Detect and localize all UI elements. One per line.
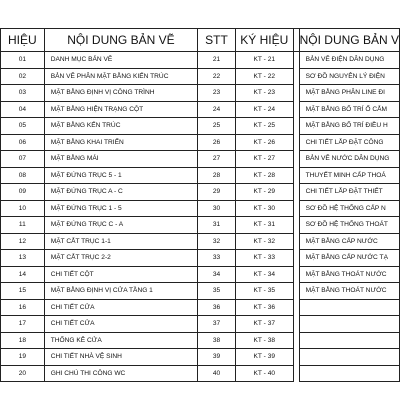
row-code: 02 bbox=[1, 68, 45, 85]
row-code: 15 bbox=[1, 283, 45, 300]
row-stt: 22 bbox=[198, 68, 236, 85]
row-code: 03 bbox=[1, 85, 45, 102]
row-description: MẶT CẮT TRỤC 2-2 bbox=[44, 250, 197, 267]
row-description-right: SƠ ĐỒ HỆ THỐNG THOÁT bbox=[299, 217, 399, 234]
row-stt: 38 bbox=[198, 332, 236, 349]
row-code: 08 bbox=[1, 167, 45, 184]
row-code-right: KT - 37 bbox=[235, 316, 293, 333]
row-description: GHI CHÚ THI CÔNG WC bbox=[44, 365, 197, 382]
row-code-right: KT - 33 bbox=[235, 250, 293, 267]
table-row bbox=[1, 134, 400, 151]
row-code-right: KT - 34 bbox=[235, 266, 293, 283]
row-code-right: KT - 30 bbox=[235, 200, 293, 217]
row-stt: 29 bbox=[198, 184, 236, 201]
row-description: CHI TIẾT CỬA bbox=[44, 316, 197, 333]
row-description-right: SƠ ĐỒ HỆ THỐNG CẤP N bbox=[299, 200, 399, 217]
row-code-right: KT - 28 bbox=[235, 167, 293, 184]
table-row bbox=[1, 118, 400, 135]
row-stt: 36 bbox=[198, 299, 236, 316]
row-code: 01 bbox=[1, 52, 45, 69]
row-description-right bbox=[299, 365, 399, 382]
row-code: 06 bbox=[1, 134, 45, 151]
row-code-right: KT - 21 bbox=[235, 52, 293, 69]
row-stt: 28 bbox=[198, 167, 236, 184]
row-description: MẶT ĐỨNG TRỤC 1 - 5 bbox=[44, 200, 197, 217]
row-code-right: KT - 23 bbox=[235, 85, 293, 102]
header-description: NỘI DUNG BẢN VẼ bbox=[44, 29, 197, 52]
row-description: BẢN VẼ PHÂN MẶT BẰNG KIẾN TRÚC bbox=[44, 68, 197, 85]
row-description: MẶT BẰNG MÁI bbox=[44, 151, 197, 168]
row-description: MẶT ĐỨNG TRỤC C - A bbox=[44, 217, 197, 234]
row-description-right: CHI TIẾT LẮP ĐẶT CÔNG bbox=[299, 134, 399, 151]
row-description-right: MẶT BẰNG CẤP NƯỚC bbox=[299, 233, 399, 250]
row-description-right: MẶT BẰNG THOÁT NƯỚC bbox=[299, 283, 399, 300]
row-code: 16 bbox=[1, 299, 45, 316]
row-description: MẶT ĐỨNG TRỤC 5 - 1 bbox=[44, 167, 197, 184]
row-code: 07 bbox=[1, 151, 45, 168]
row-description-right: SƠ ĐỒ NGUYÊN LÝ ĐIỆN bbox=[299, 68, 399, 85]
table-row bbox=[1, 332, 400, 349]
row-description: MẶT BẰNG ĐỊNH VỊ CỬA TẦNG 1 bbox=[44, 283, 197, 300]
row-code-right: KT - 39 bbox=[235, 349, 293, 366]
table-row bbox=[1, 167, 400, 184]
table-row bbox=[1, 101, 400, 118]
row-code-right: KT - 26 bbox=[235, 134, 293, 151]
row-code-right: KT - 35 bbox=[235, 283, 293, 300]
row-code-right: KT - 40 bbox=[235, 365, 293, 382]
row-description-right: THUYẾT MINH CẤP THOÁ bbox=[299, 167, 399, 184]
row-stt: 21 bbox=[198, 52, 236, 69]
row-description-right bbox=[299, 332, 399, 349]
row-code-right: KT - 38 bbox=[235, 332, 293, 349]
row-stt: 32 bbox=[198, 233, 236, 250]
row-code: 12 bbox=[1, 233, 45, 250]
row-code: 18 bbox=[1, 332, 45, 349]
table-row bbox=[1, 250, 400, 267]
table-row bbox=[1, 200, 400, 217]
row-code-right: KT - 29 bbox=[235, 184, 293, 201]
table-row bbox=[1, 52, 400, 69]
row-stt: 30 bbox=[198, 200, 236, 217]
row-description-right: MẶT BẰNG BỐ TRÍ ĐIỀU H bbox=[299, 118, 399, 135]
row-code: 04 bbox=[1, 101, 45, 118]
row-code: 13 bbox=[1, 250, 45, 267]
table-row bbox=[1, 151, 400, 168]
row-stt: 37 bbox=[198, 316, 236, 333]
row-description: CHI TIẾT CỬA bbox=[44, 299, 197, 316]
row-code: 11 bbox=[1, 217, 45, 234]
header-description-right: NỘI DUNG BẢN V bbox=[299, 29, 399, 52]
row-stt: 35 bbox=[198, 283, 236, 300]
row-stt: 27 bbox=[198, 151, 236, 168]
row-code-right: KT - 32 bbox=[235, 233, 293, 250]
row-code: 20 bbox=[1, 365, 45, 382]
row-description: DANH MỤC BẢN VẼ bbox=[44, 52, 197, 69]
row-code-right: KT - 31 bbox=[235, 217, 293, 234]
row-stt: 39 bbox=[198, 349, 236, 366]
header-row bbox=[1, 29, 400, 52]
row-stt: 26 bbox=[198, 134, 236, 151]
row-description-right bbox=[299, 299, 399, 316]
table-row bbox=[1, 365, 400, 382]
row-description: MẶT ĐỨNG TRỤC A - C bbox=[44, 184, 197, 201]
row-description: THỐNG KÊ CỬA bbox=[44, 332, 197, 349]
row-code-right: KT - 36 bbox=[235, 299, 293, 316]
row-code-right: KT - 22 bbox=[235, 68, 293, 85]
row-code: 10 bbox=[1, 200, 45, 217]
row-description-right: BẢN VẼ NƯỚC DÂN DỤNG bbox=[299, 151, 399, 168]
row-code: 14 bbox=[1, 266, 45, 283]
row-description-right: MẶT BẰNG BỐ TRÍ Ổ CẮM bbox=[299, 101, 399, 118]
header-stt: STT bbox=[198, 29, 236, 52]
drawing-index-table bbox=[0, 28, 400, 382]
header-code-right: KÝ HIỆU bbox=[235, 29, 293, 52]
row-code: 17 bbox=[1, 316, 45, 333]
row-description: MẶT BẰNG ĐỊNH VỊ CÔNG TRÌNH bbox=[44, 85, 197, 102]
row-description: CHI TIẾT NHÀ VỆ SINH bbox=[44, 349, 197, 366]
row-description: MẶT BẰNG KHAI TRIỂN bbox=[44, 134, 197, 151]
row-stt: 23 bbox=[198, 85, 236, 102]
row-description-right: CHI TIẾT LẮP ĐẶT THIẾT bbox=[299, 184, 399, 201]
row-stt: 40 bbox=[198, 365, 236, 382]
row-code: 05 bbox=[1, 118, 45, 135]
row-description: MẶT BẰNG KẾN TRÚC bbox=[44, 118, 197, 135]
table-row bbox=[1, 349, 400, 366]
row-description-right: BẢN VẼ ĐIỆN DÂN DỤNG bbox=[299, 52, 399, 69]
table-row bbox=[1, 68, 400, 85]
table-row bbox=[1, 85, 400, 102]
table-row bbox=[1, 233, 400, 250]
row-stt: 31 bbox=[198, 217, 236, 234]
row-description: MẶT CẮT TRỤC 1-1 bbox=[44, 233, 197, 250]
row-code-right: KT - 24 bbox=[235, 101, 293, 118]
row-code-right: KT - 25 bbox=[235, 118, 293, 135]
row-description-right bbox=[299, 316, 399, 333]
row-description: MẶT BẰNG HIỆN TRẠNG CỘT bbox=[44, 101, 197, 118]
row-code-right: KT - 27 bbox=[235, 151, 293, 168]
row-stt: 34 bbox=[198, 266, 236, 283]
row-description-right bbox=[299, 349, 399, 366]
table-row bbox=[1, 184, 400, 201]
row-stt: 24 bbox=[198, 101, 236, 118]
table-row bbox=[1, 217, 400, 234]
row-description-right: MẶT BẰNG CẤP NƯỚC TẠ bbox=[299, 250, 399, 267]
row-stt: 33 bbox=[198, 250, 236, 267]
row-description: CHI TIẾT CỘT bbox=[44, 266, 197, 283]
row-code: 19 bbox=[1, 349, 45, 366]
row-description-right: MẶT BẰNG THOÁT NƯỚC bbox=[299, 266, 399, 283]
table-row bbox=[1, 299, 400, 316]
row-description-right: MẶT BẰNG PHÂN LINE ĐI bbox=[299, 85, 399, 102]
table-row bbox=[1, 266, 400, 283]
row-stt: 25 bbox=[198, 118, 236, 135]
table-row bbox=[1, 283, 400, 300]
header-code: HIỆU bbox=[1, 29, 45, 52]
table-row bbox=[1, 316, 400, 333]
row-code: 09 bbox=[1, 184, 45, 201]
